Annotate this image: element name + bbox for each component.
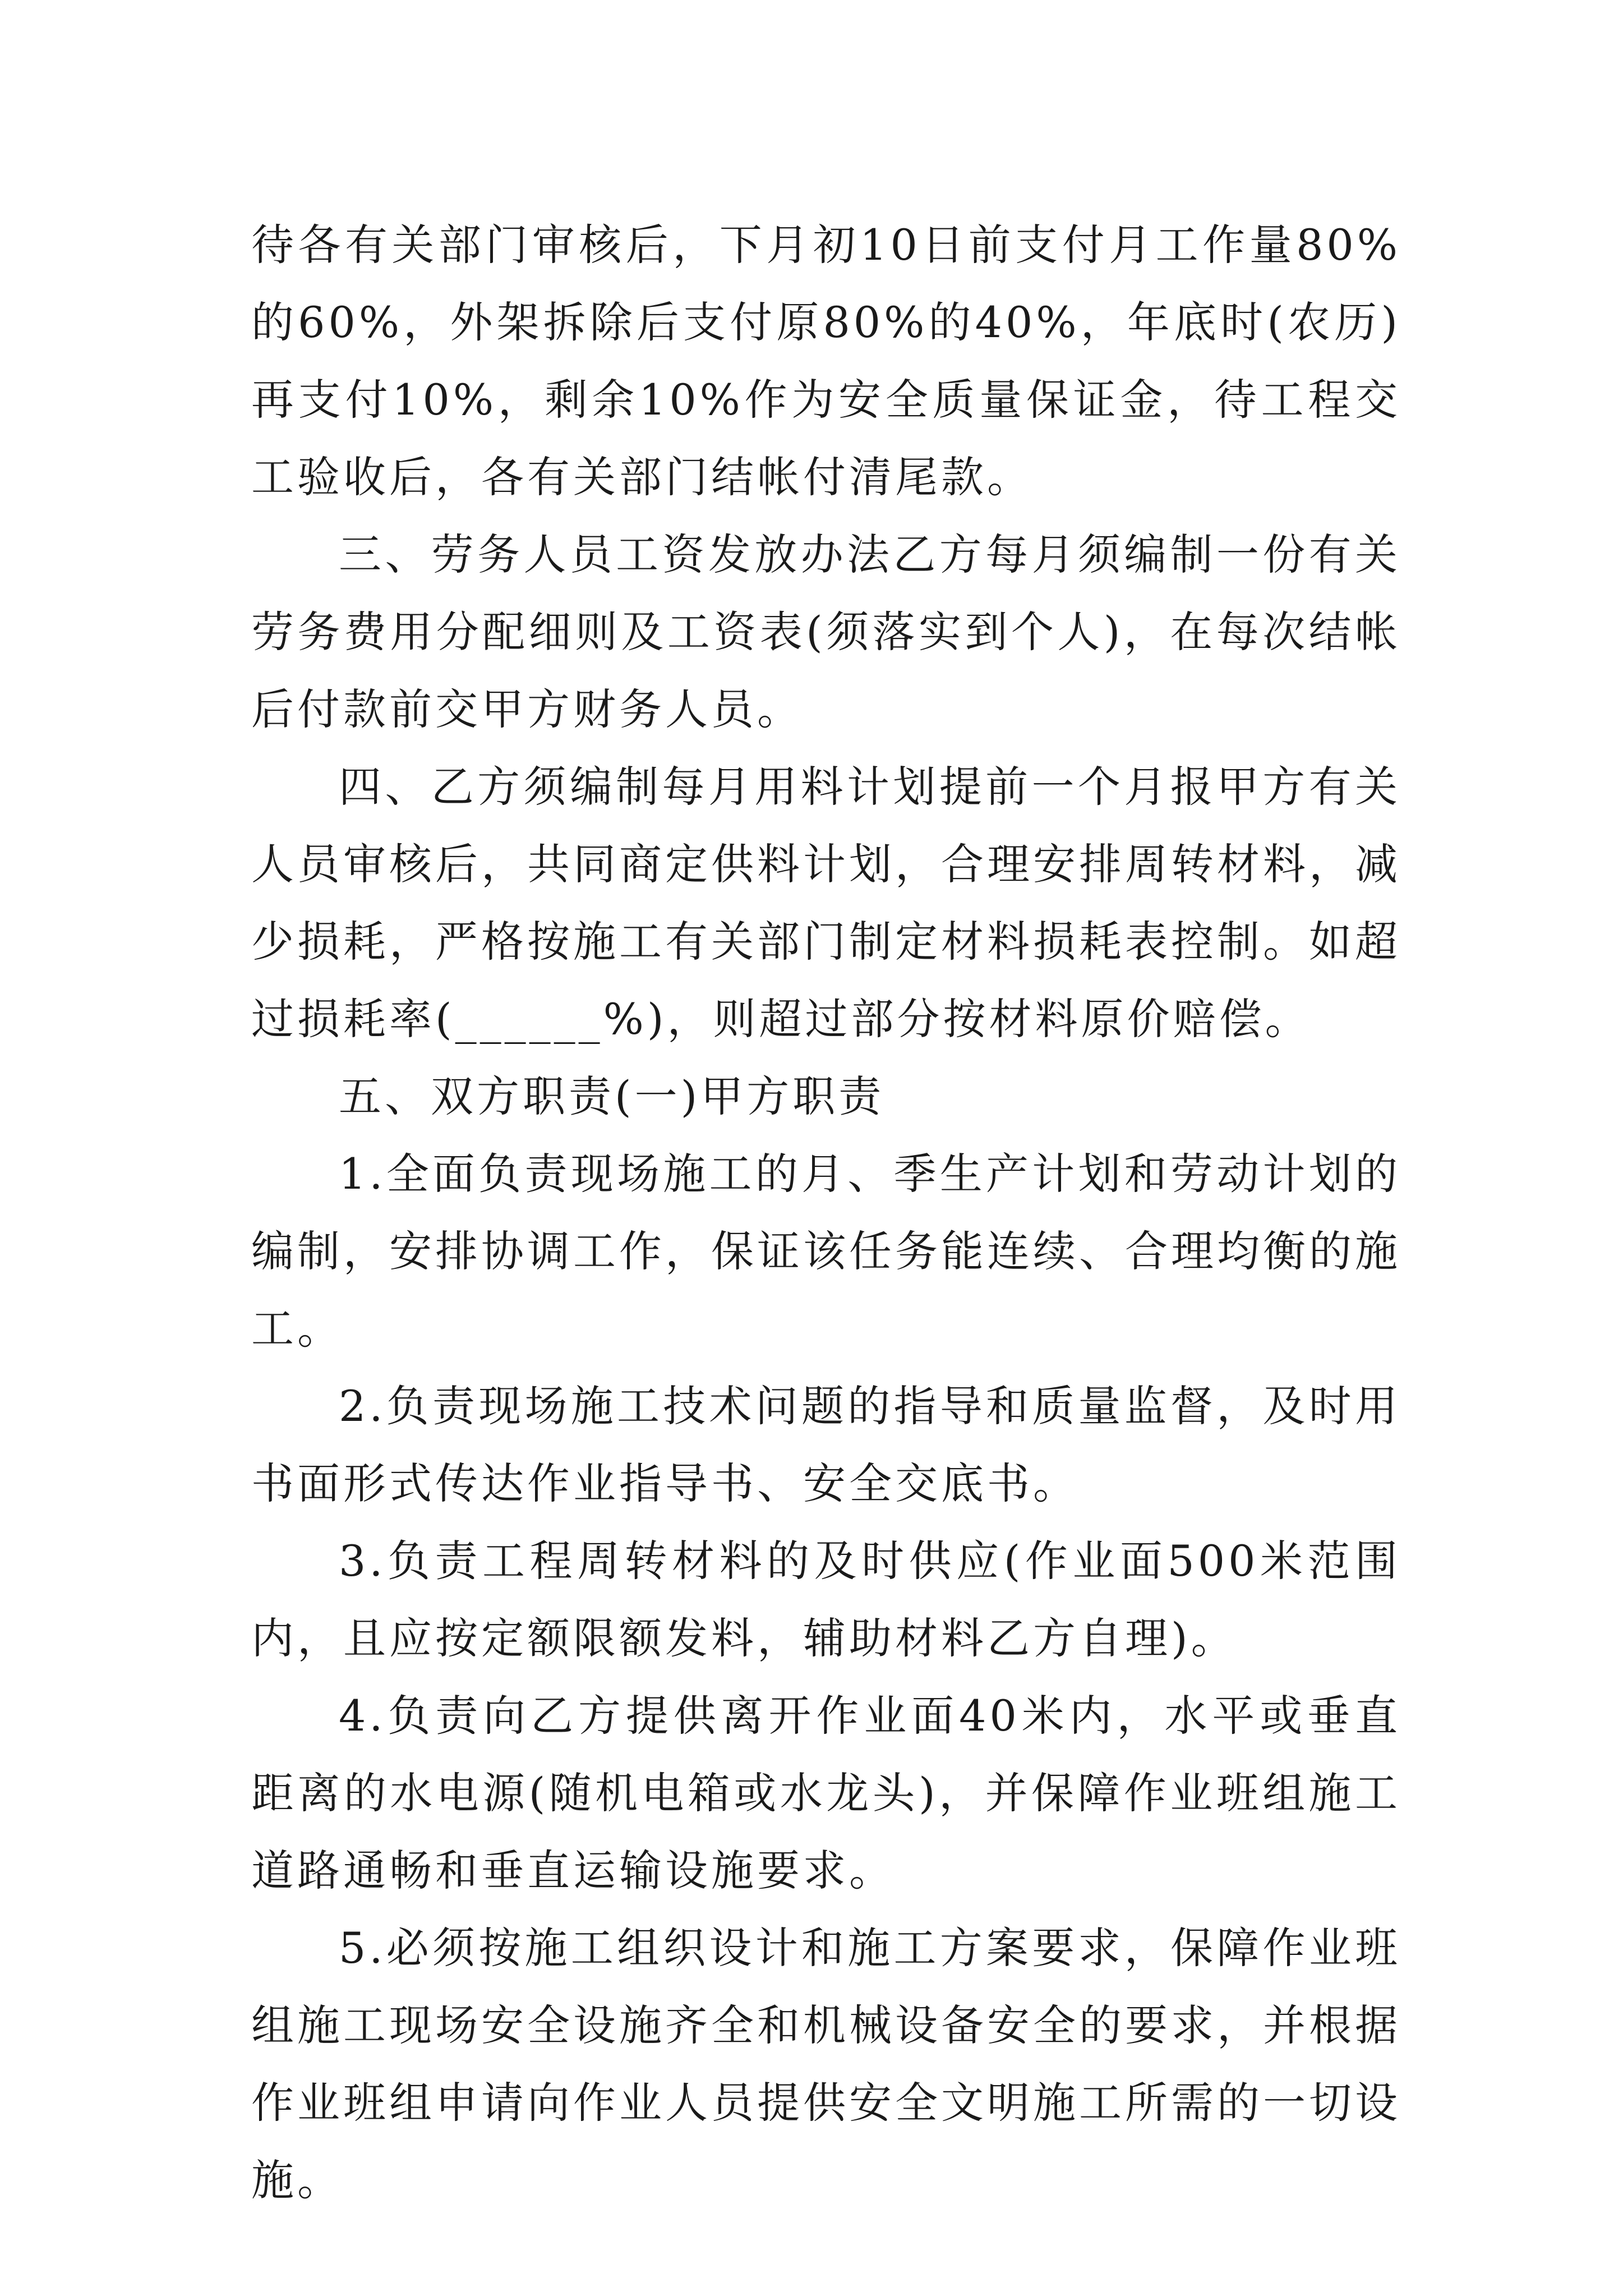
paragraph-duty-1: 1.全面负责现场施工的月、季生产计划和劳动计划的编制，安排协调工作，保证该任务能连续、合理均衡的施工。	[251, 1149, 1401, 1354]
paragraph-duty-5: 5.必须按施工组织设计和施工方案要求，保障作业班组施工现场安全设施齐全和机械设备安全的要求，并根据作业班组申请向作业人员提供安全文明施工所需的一切设施。	[251, 1923, 1401, 2205]
document-body	[251, 206, 1401, 2219]
paragraph-duty-2: 2.负责现场施工技术问题的指导和质量监督，及时用书面形式传达作业指导书、安全交底书。	[251, 1381, 1401, 1508]
paragraph-wage-distribution: 三、劳务人员工资发放办法乙方每月须编制一份有关劳务费用分配细则及工资表(须落实到个人)，在每次结帐后付款前交甲方财务人员。	[251, 530, 1401, 734]
paragraph-responsibilities-heading: 五、双方职责(一)甲方职责	[339, 1071, 885, 1121]
paragraph-payment-schedule: 待各有关部门审核后，下月初10日前支付月工作量80%的60%，外架拆除后支付原80%的40%，年底时(农历)再支付10%，剩余10%作为安全质量保证金，待工程交工验收后，各有关部门结帐付清尾款。	[251, 220, 1401, 502]
paragraph-material-plan: 四、乙方须编制每月用料计划提前一个月报甲方有关人员审核后，共同商定供料计划，合理安排周转材料，减少损耗，严格按施工有关部门制定材料损耗表控制。如超过损耗率(______%)，则超过部分按材料原价赔偿。	[251, 762, 1401, 1044]
paragraph-duty-4: 4.负责向乙方提供离开作业面40米内，水平或垂直距离的水电源(随机电箱或水龙头)，并保障作业班组施工道路通畅和垂直运输设施要求。	[251, 1691, 1401, 1895]
paragraph-duty-3: 3.负责工程周转材料的及时供应(作业面500米范围内，且应按定额限额发料，辅助材料乙方自理)。	[251, 1536, 1401, 1663]
